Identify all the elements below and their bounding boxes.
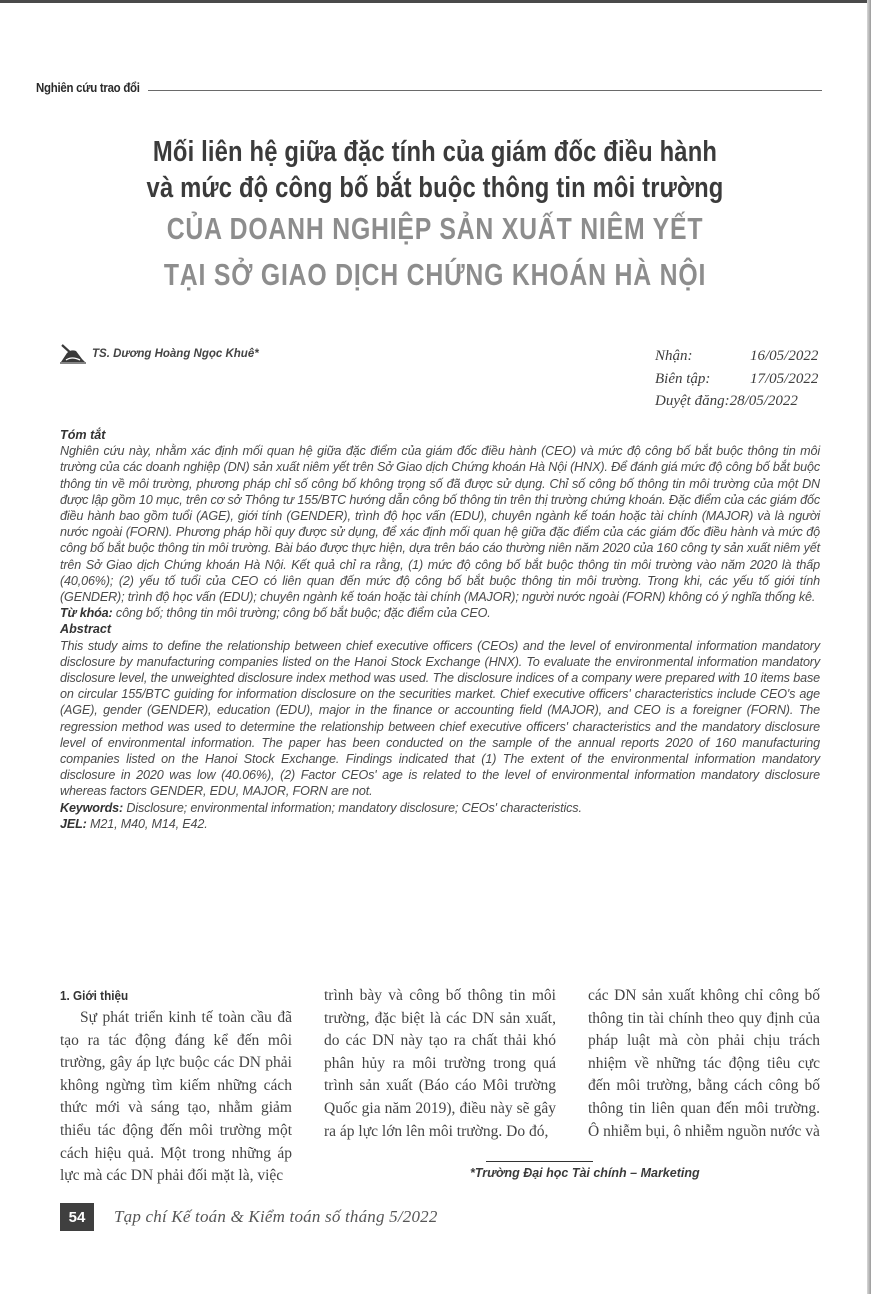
column-2 xyxy=(324,985,556,1188)
date-value: 17/05/2022 xyxy=(750,370,819,387)
article-title xyxy=(60,134,810,298)
dates-block xyxy=(655,345,818,413)
date-received xyxy=(655,345,818,368)
jel-label: JEL: xyxy=(60,816,87,831)
column-2-text: trình bày và công bố thông tin môi trường, đặc biệt là các DN sản xuất, do các DN này tạo ra chất thải khó phân hủy ra môi trường trong quá trình sản xuất (Báo cáo Môi trường Quốc gia năm 2019), điều này sẽ gây ra áp lực lớn lên môi trường. Do đó, xyxy=(324,987,556,1140)
keywords-en-label: Keywords: xyxy=(60,800,124,815)
body-columns xyxy=(60,985,820,1188)
abstract-vi-body: Nghiên cứu này, nhằm xác định mối quan hệ giữa đặc điểm của giám đốc điều hành (CEO) và mức độ công bố bắt buộc thông tin môi trường của các doanh nghiệp (DN) sản xuất niêm yết trên Sở Giao dịch Chứng khoán Hà Nội (HNX). Để đánh giá mức độ công bố bắt buộc thông tin về môi trường, phương pháp chỉ số công bố không trọng số đã được sử dụng. Chỉ số công bố thông tin môi trường của một DN được lập gồm 10 mục, trên cơ sở Thông tư 155/BTC hướng dẫn công bố thông tin trên thị trường chứng khoán. Đặc điểm của các giám đốc điều hành bao gồm tuổi (AGE), giới tính (GENDER), trình độ học vấn (EDU), chuyên ngành kế toán hoặc tài chính (MAJOR) và là người nước ngoài (FORN). Phương pháp hồi quy được sử dụng, để xác định mối quan hệ giữa đặc điểm của các giám đốc điều hành và mức độ công bố bắt buộc thông tin môi trường. Bài báo được thực hiện, dựa trên báo cáo thường niên năm 2020 của 160 công ty sản xuất niêm yết trên Sở Giao dịch Chứng khoán Hà Nội. Kết quả chỉ ra rằng, (1) mức độ công bố bắt buộc thông tin môi trường vào năm 2020 là thấp (40,06%); (2) yếu tố tuổi của CEO có liên quan đến mức độ công bố bắt buộc thông tin môi trường. Trong khi, các yếu tố giới tính (GENDER); trình độ học vấn (EDU); chuyên ngành kế toán hoặc tài chính (MAJOR); người nước ngoài (FORN) không có ý nghĩa thống kê. xyxy=(60,444,820,605)
date-label: Nhận: xyxy=(655,348,693,364)
page-footer xyxy=(60,1203,438,1231)
keywords-vi xyxy=(60,605,820,621)
date-approved xyxy=(655,390,818,413)
author-row xyxy=(58,344,259,364)
column-1-text: Sự phát triển kinh tế toàn cầu đã tạo ra tác động đáng kể đến môi trường, gây áp lực buộc các DN phải không ngừng tìm kiếm những cách thức mới và sáng tạo, nhằm giảm thiểu tác động đến môi trường một cách hiệu quả. Một trong những áp lực mà các DN phải đối mặt là, việc xyxy=(60,1009,292,1185)
keywords-vi-label: Từ khóa: xyxy=(60,606,113,621)
column-3-text: các DN sản xuất không chỉ công bố thông tin tài chính theo quy định của pháp luật mà còn phải chịu trách nhiệm về những tác động tiêu cực đến môi trường, bằng cách công bố thông tin liên quan đến môi trường. Ô nhiễm bụi, ô nhiễm nguồn nước và xyxy=(588,987,820,1140)
jel-text: M21, M40, M14, E42. xyxy=(86,816,208,831)
jel-codes xyxy=(60,816,820,832)
column-3 xyxy=(588,985,820,1188)
journal-name: Tạp chí Kế toán & Kiểm toán số tháng 5/2022 xyxy=(114,1207,438,1226)
title-line-1: Mối liên hệ giữa đặc tính của giám đốc điều hành xyxy=(152,136,718,168)
keywords-en-text: Disclosure; environmental information; mandatory disclosure; CEOs' characteristics. xyxy=(123,800,582,815)
date-value: 28/05/2022 xyxy=(729,393,798,409)
affiliation-note: *Trường Đại học Tài chính – Marketing xyxy=(470,1166,700,1180)
title-caps-line-2: TẠI SỞ GIAO DỊCH CHỨNG KHOÁN HÀ NỘI xyxy=(163,257,707,292)
date-value: 16/05/2022 xyxy=(750,348,819,364)
date-label: Biên tập: xyxy=(655,370,711,387)
section-header xyxy=(36,75,822,95)
keywords-en xyxy=(60,800,820,816)
abstract-vi-heading: Tóm tắt xyxy=(60,428,106,442)
author-name: TS. Dương Hoàng Ngọc Khuê* xyxy=(92,348,259,360)
date-label: Duyệt đăng: xyxy=(655,393,730,409)
affiliation-rule xyxy=(486,1161,593,1162)
section-label: Nghiên cứu trao đổi xyxy=(36,80,140,95)
header-rule xyxy=(148,90,822,91)
column-1 xyxy=(60,985,292,1188)
date-edited xyxy=(655,368,818,391)
section-heading: 1. Giới thiệu xyxy=(60,988,129,1003)
abstract-en-body: This study aims to define the relationship between chief executive officers (CEOs) and the level of environmental information mandatory disclosure by manufacturing companies listed on the Hanoi Stock Exchange (HNX). To evaluate the environmental information mandatory disclosure level, the unweighted disclosure index method was used. The disclosure indices of a company were prepared with 10 items base on circular 155/BTC guiding for information disclosure on the securities market. Chief executive officers' characteristics include CEO's age (AGE), gender (GENDER), education (EDU), major in the finance or accounting field (MAJOR), and CEO is a foreigner (FORN). The regression method was used to determine the relationship between chief executive officers' characteristics and the mandatory disclosure level of environmental information. The paper has been conducted on the sample of the annual reports 2020 of 160 manufacturing companies listed on the Hanoi Stock Exchange. Findings indicated that (1) The extent of the environmental information mandatory disclosure in 2020 was low (40.06%), (2) Factor CEOs' age is related to the level of environmental information mandatory disclosure whereas factors GENDER, EDU, MAJOR, FORN are not. xyxy=(60,638,820,799)
abstract-en-heading: Abstract xyxy=(60,622,112,637)
keywords-vi-text: công bố; thông tin môi trường; công bố bắt buộc; đặc điểm của CEO. xyxy=(112,606,491,621)
page-edge-right xyxy=(867,0,871,1294)
pen-icon xyxy=(58,344,88,364)
title-caps-line-1: CỦA DOANH NGHIỆP SẢN XUẤT NIÊM YẾT xyxy=(166,211,704,246)
page-edge-top xyxy=(0,0,871,3)
title-line-2: và mức độ công bố bắt buộc thông tin môi trường xyxy=(146,172,724,204)
page-number: 54 xyxy=(60,1203,94,1231)
abstract-block xyxy=(60,427,820,832)
